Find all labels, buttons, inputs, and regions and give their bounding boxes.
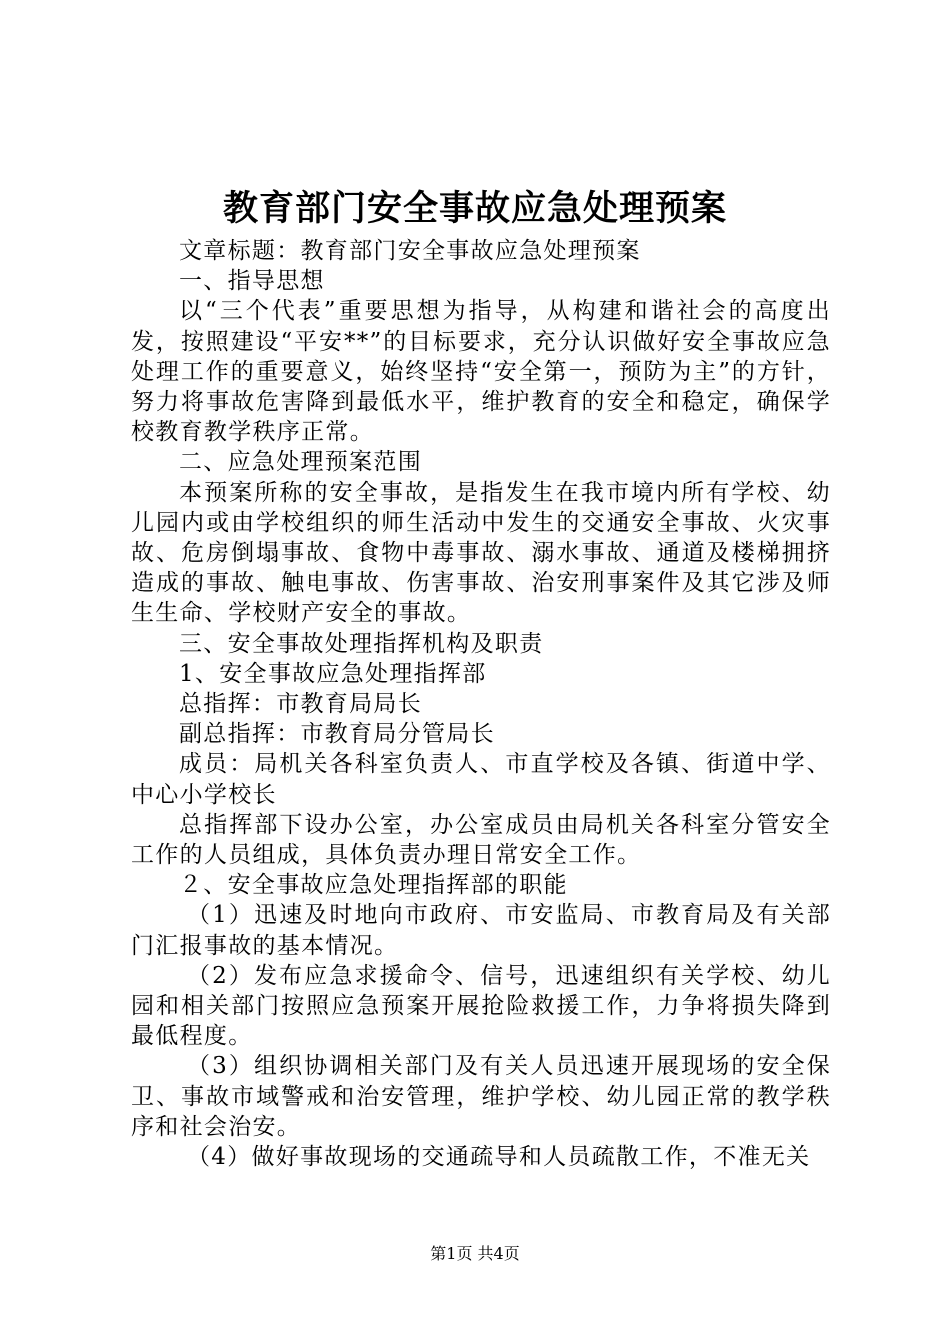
paragraph-members: 成员：局机关各科室负责人、市直学校及各镇、街道中学、中心小学校长 <box>131 751 831 808</box>
subheading-command-hq: 1、安全事故应急处理指挥部 <box>179 660 487 687</box>
document-body <box>131 236 831 1172</box>
paragraph-office: 总指挥部下设办公室，办公室成员由局机关各科室分管安全工作的人员组成，具体负责办理日常安全工作。 <box>131 811 831 869</box>
paragraph-commander: 总指挥：市教育局局长 <box>179 691 422 718</box>
paragraph-guiding-ideology: 以“三个代表”重要思想为指导，从构建和谐社会的高度出发，按照建设“平安**”的目标要求，充分认识做好安全事故应急处理工作的重要意义，始终坚持“安全第一，预防为主”的方针，努力将事故危害降到最低水平，维护教育的安全和稳定，确保学校教育教学秩序正常。 <box>131 298 831 446</box>
list-item-function-2: （2）发布应急求援命令、信号，迅速组织有关学校、幼儿园和相关部门按照应急预案开展抢险救援工作，力争将损失降到最低程度。 <box>131 962 831 1050</box>
heading-guiding-ideology: 一、指导思想 <box>179 268 325 295</box>
paragraph-plan-scope: 本预案所称的安全事故，是指发生在我市境内所有学校、幼儿园内或由学校组织的师生活动中发生的交通安全事故、火灾事故、危房倒塌事故、食物中毒事故、溺水事故、通道及楼梯拥挤造成的事故、触电事故、伤害事故、治安刑事案件及其它涉及师生生命、学校财产安全的事故。 <box>131 479 831 627</box>
page-number-footer: 第1页 共4页 <box>430 1244 520 1263</box>
subheading-hq-functions: ２、安全事故应急处理指挥部的职能 <box>179 872 568 899</box>
heading-plan-scope: 二、应急处理预案范围 <box>179 449 422 476</box>
paragraph-article-title: 文章标题：教育部门安全事故应急处理预案 <box>179 238 641 264</box>
list-item-function-3: （3）组织协调相关部门及有关人员迅速开展现场的安全保卫、事故市域警戒和治安管理，维护学校、幼儿园正常的教学秩序和社会治安。 <box>131 1053 831 1140</box>
list-item-function-1: （1）迅速及时地向市政府、市安监局、市教育局及有关部门汇报事故的基本情况。 <box>131 902 831 959</box>
paragraph-deputy-commander: 副总指挥：市教育局分管局长 <box>179 721 495 748</box>
document-title: 教育部门安全事故应急处理预案 <box>222 188 727 229</box>
heading-command-structure: 三、安全事故处理指挥机构及职责 <box>179 630 544 657</box>
list-item-function-4: （4）做好事故现场的交通疏导和人员疏散工作，不准无关 <box>187 1144 811 1171</box>
